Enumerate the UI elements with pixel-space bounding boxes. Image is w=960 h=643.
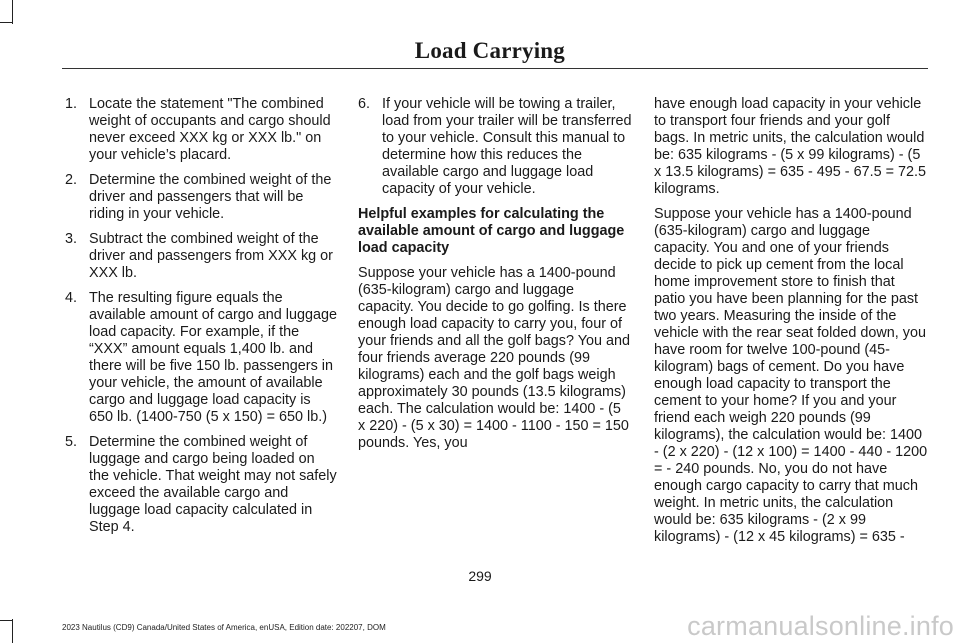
step-number: 4. [65, 290, 78, 306]
footer-edition-text: 2023 Nautilus (CD9) Canada/United States of America, enUSA, Edition date: 202207, DOM [62, 623, 386, 632]
step-number: 6. [358, 96, 371, 112]
step-number: 5. [65, 434, 78, 450]
step-text: Locate the statement "The combined weight of occupants and cargo should never exceed XXX kg or XXX lb." on your vehicle’s placard. [89, 96, 331, 163]
watermark: carmanualsonline.info [687, 611, 954, 641]
steps-list-continued [358, 96, 632, 198]
steps-list [65, 96, 338, 536]
column-1 [65, 96, 338, 544]
step-number: 3. [65, 231, 78, 247]
list-item [65, 96, 338, 164]
crop-mark-bottom [0, 620, 12, 621]
examples-heading: Helpful examples for calculating the available amount of cargo and luggage load capacity [358, 206, 625, 256]
page-number: 299 [468, 568, 492, 584]
step-number: 1. [65, 96, 78, 112]
step-number: 2. [65, 172, 78, 188]
list-item [65, 172, 338, 223]
crop-mark-top-left [0, 0, 13, 24]
column-2 [358, 96, 632, 460]
crop-mark-bottom-left [0, 619, 13, 643]
step-text: Subtract the combined weight of the driver and passengers from XXX kg or XXX lb. [89, 231, 333, 281]
step-text: Determine the combined weight of the driver and passengers that will be riding in your vehicle. [89, 172, 332, 222]
list-item [65, 290, 338, 426]
page-title: Load Carrying [414, 38, 565, 63]
header-rule [62, 68, 928, 69]
example-golf-paragraph-continued: have enough load capacity in your vehicle to transport four friends and your golf bags. In metric units, the calculation would be: 635 kilograms - (5 x 99 kilograms) - (5 x 13.5 kilograms) = 635 - 495 - 67.5 = 72.5 kilograms. [654, 96, 926, 197]
list-item [65, 231, 338, 282]
list-item [358, 96, 632, 198]
step-text: Determine the combined weight of luggage and cargo being loaded on the vehicle. That weight may not safely exceed the available cargo and luggage load capacity calculated in Step 4. [89, 434, 337, 535]
example-golf-paragraph: Suppose your vehicle has a 1400-pound (635-kilogram) cargo and luggage capacity. You decide to go golfing. Is there enough load capacity to carry you, four of your friends and all the golf bags? You and four friends average 220 pounds (99 kilograms) each and the golf bags weigh approximately 30 pounds (13.5 kilograms) each. The calculation would be: 1400 - (5 x 220) - (5 x 30) = 1400 - 1100 - 150 = 150 pounds. Yes, you [358, 265, 631, 451]
list-item [65, 434, 338, 536]
step-text: The resulting figure equals the available amount of cargo and luggage load capacity. For example, if the “XXX” amount equals 1,400 lb. and there will be five 150 lb. passengers in your vehicle, the amount of available cargo and luggage load capacity is 650 lb. (1400-750 (5 x 150) = 650 lb.) [89, 290, 338, 425]
example-cement-paragraph: Suppose your vehicle has a 1400-pound (635-kilogram) cargo and luggage capacity. You and one of your friends decide to pick up cement from the local home improvement store to finish that patio you have been planning for the past two years. Measuring the inside of the vehicle with the rear seat folded down, you have room for twelve 100-pound (45-kilogram) bags of cement. Do you have enough load capacity to transport the cement to your home? If you and your friend each weigh 220 pounds (99 kilograms), the calculation would be: 1400 - (2 x 220) - (12 x 100) = 1400 - 440 - 1200 = - 240 pounds. No, you do not have enough cargo capacity to carry that much weight. In metric units, the calculation would be: 635 kilograms - (2 x 99 kilograms) - (12 x 45 kilograms) = 635 - [654, 206, 928, 545]
step-text: If your vehicle will be towing a trailer, load from your trailer will be transferred to your vehicle. Consult this manual to determine how this reduces the available cargo and luggage load capacity of your vehicle. [382, 96, 632, 197]
column-3 [654, 96, 929, 554]
